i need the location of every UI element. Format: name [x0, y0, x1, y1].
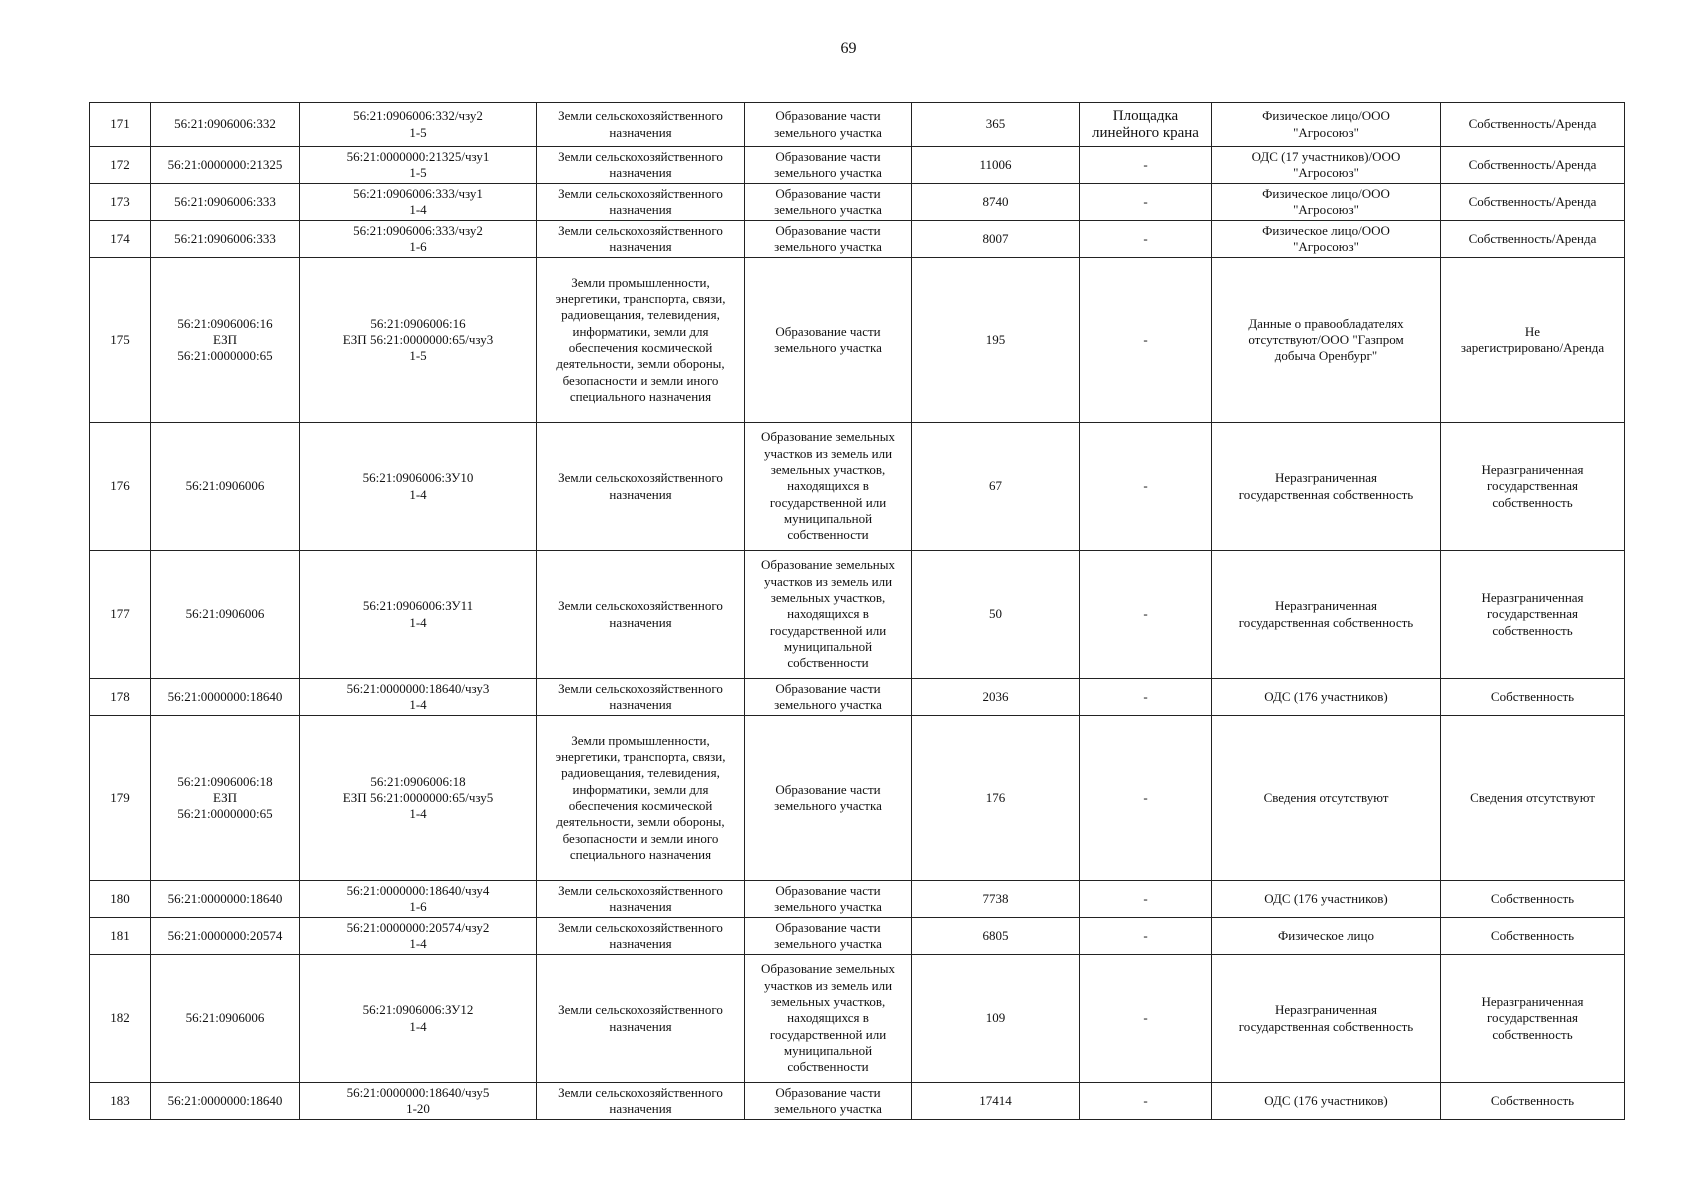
formation-method-cell: Образование земельных участков из земель или земельных участков, находящихся в государственной или муниципальной собственности	[745, 955, 912, 1083]
plot-designation-cell: 56:21:0906006:16 ЕЗП 56:21:0000000:65/чзу3 1-5	[300, 258, 537, 423]
row-number-cell: 172	[90, 147, 151, 184]
formation-method-cell: Образование части земельного участка	[745, 184, 912, 221]
formation-method-cell: Образование части земельного участка	[745, 221, 912, 258]
plot-designation-cell: 56:21:0906006:333/чзу1 1-4	[300, 184, 537, 221]
row-number-cell: 182	[90, 955, 151, 1083]
row-number-cell: 183	[90, 1083, 151, 1120]
row-number-cell: 174	[90, 221, 151, 258]
right-type-cell: Собственность/Аренда	[1441, 184, 1625, 221]
land-category-cell: Земли промышленности, энергетики, транспорта, связи, радиовещания, телевидения, информатики, земли для обеспечения космической деятельности, земли обороны, безопасности и земли иного специального назначения	[537, 258, 745, 423]
rights-holder-cell: ОДС (176 участников)	[1212, 679, 1441, 716]
table-row	[90, 258, 1625, 423]
cadastral-number-cell: 56:21:0000000:18640	[151, 679, 300, 716]
land-category-cell: Земли сельскохозяйственного назначения	[537, 881, 745, 918]
formation-method-cell: Образование части земельного участка	[745, 103, 912, 147]
land-category-cell: Земли сельскохозяйственного назначения	[537, 1083, 745, 1120]
cadastral-number-cell: 56:21:0906006:16 ЕЗП 56:21:0000000:65	[151, 258, 300, 423]
row-number-cell: 176	[90, 423, 151, 551]
land-category-cell: Земли сельскохозяйственного назначения	[537, 147, 745, 184]
plot-designation-cell: 56:21:0906006:332/чзу2 1-5	[300, 103, 537, 147]
cadastral-number-cell: 56:21:0906006:332	[151, 103, 300, 147]
right-type-cell: Неразграниченная государственная собственность	[1441, 551, 1625, 679]
rights-holder-cell: ОДС (176 участников)	[1212, 1083, 1441, 1120]
purpose-cell: -	[1080, 918, 1212, 955]
row-number-cell: 181	[90, 918, 151, 955]
plot-designation-cell: 56:21:0906006:18 ЕЗП 56:21:0000000:65/чзу5 1-4	[300, 716, 537, 881]
cadastral-number-cell: 56:21:0906006	[151, 423, 300, 551]
land-category-cell: Земли сельскохозяйственного назначения	[537, 918, 745, 955]
plot-designation-cell: 56:21:0000000:18640/чзу5 1-20	[300, 1083, 537, 1120]
rights-holder-cell: Физическое лицо/ООО "Агросоюз"	[1212, 221, 1441, 258]
cadastral-number-cell: 56:21:0000000:18640	[151, 1083, 300, 1120]
land-category-cell: Земли сельскохозяйственного назначения	[537, 423, 745, 551]
land-plots-table	[89, 102, 1625, 1120]
purpose-cell: -	[1080, 147, 1212, 184]
row-number-cell: 180	[90, 881, 151, 918]
right-type-cell: Собственность	[1441, 918, 1625, 955]
area-cell: 11006	[912, 147, 1080, 184]
purpose-cell: -	[1080, 551, 1212, 679]
purpose-cell: -	[1080, 423, 1212, 551]
table-row	[90, 184, 1625, 221]
purpose-cell: -	[1080, 716, 1212, 881]
row-number-cell: 175	[90, 258, 151, 423]
rights-holder-cell: ОДС (176 участников)	[1212, 881, 1441, 918]
right-type-cell: Собственность	[1441, 1083, 1625, 1120]
area-cell: 176	[912, 716, 1080, 881]
page-number: 69	[840, 40, 857, 57]
rights-holder-cell: Физическое лицо/ООО "Агросоюз"	[1212, 184, 1441, 221]
right-type-cell: Собственность/Аренда	[1441, 221, 1625, 258]
area-cell: 67	[912, 423, 1080, 551]
rights-holder-cell: Неразграниченная государственная собственность	[1212, 423, 1441, 551]
right-type-cell: Неразграниченная государственная собственность	[1441, 955, 1625, 1083]
land-category-cell: Земли сельскохозяйственного назначения	[537, 221, 745, 258]
purpose-cell: -	[1080, 1083, 1212, 1120]
table-row	[90, 918, 1625, 955]
cadastral-number-cell: 56:21:0000000:18640	[151, 881, 300, 918]
table-row	[90, 103, 1625, 147]
purpose-cell: -	[1080, 881, 1212, 918]
rights-holder-cell: Физическое лицо	[1212, 918, 1441, 955]
table-body	[90, 103, 1625, 1120]
table-row	[90, 679, 1625, 716]
rights-holder-cell: Сведения отсутствуют	[1212, 716, 1441, 881]
formation-method-cell: Образование части земельного участка	[745, 881, 912, 918]
land-category-cell: Земли сельскохозяйственного назначения	[537, 551, 745, 679]
cadastral-number-cell: 56:21:0906006:333	[151, 221, 300, 258]
area-cell: 17414	[912, 1083, 1080, 1120]
area-cell: 195	[912, 258, 1080, 423]
purpose-cell: -	[1080, 221, 1212, 258]
right-type-cell: Сведения отсутствуют	[1441, 716, 1625, 881]
plot-designation-cell: 56:21:0906006:ЗУ10 1-4	[300, 423, 537, 551]
formation-method-cell: Образование земельных участков из земель или земельных участков, находящихся в государственной или муниципальной собственности	[745, 551, 912, 679]
cadastral-number-cell: 56:21:0906006:18 ЕЗП 56:21:0000000:65	[151, 716, 300, 881]
row-number-cell: 173	[90, 184, 151, 221]
formation-method-cell: Образование земельных участков из земель или земельных участков, находящихся в государственной или муниципальной собственности	[745, 423, 912, 551]
area-cell: 50	[912, 551, 1080, 679]
cadastral-number-cell: 56:21:0906006	[151, 551, 300, 679]
plot-designation-cell: 56:21:0000000:20574/чзу2 1-4	[300, 918, 537, 955]
right-type-cell: Собственность	[1441, 679, 1625, 716]
area-cell: 7738	[912, 881, 1080, 918]
row-number-cell: 178	[90, 679, 151, 716]
purpose-cell: -	[1080, 955, 1212, 1083]
plot-designation-cell: 56:21:0000000:21325/чзу1 1-5	[300, 147, 537, 184]
area-cell: 2036	[912, 679, 1080, 716]
area-cell: 365	[912, 103, 1080, 147]
table-row	[90, 423, 1625, 551]
right-type-cell: Собственность/Аренда	[1441, 103, 1625, 147]
rights-holder-cell: Данные о правообладателях отсутствуют/ООО "Газпром добыча Оренбург"	[1212, 258, 1441, 423]
plot-designation-cell: 56:21:0000000:18640/чзу3 1-4	[300, 679, 537, 716]
formation-method-cell: Образование части земельного участка	[745, 147, 912, 184]
area-cell: 6805	[912, 918, 1080, 955]
table-row	[90, 881, 1625, 918]
table-row	[90, 147, 1625, 184]
purpose-cell: -	[1080, 184, 1212, 221]
formation-method-cell: Образование части земельного участка	[745, 716, 912, 881]
plot-designation-cell: 56:21:0906006:333/чзу2 1-6	[300, 221, 537, 258]
plot-designation-cell: 56:21:0906006:ЗУ12 1-4	[300, 955, 537, 1083]
rights-holder-cell: Неразграниченная государственная собственность	[1212, 551, 1441, 679]
table-row	[90, 955, 1625, 1083]
formation-method-cell: Образование части земельного участка	[745, 679, 912, 716]
land-category-cell: Земли сельскохозяйственного назначения	[537, 103, 745, 147]
formation-method-cell: Образование части земельного участка	[745, 258, 912, 423]
right-type-cell: Неразграниченная государственная собственность	[1441, 423, 1625, 551]
table-row	[90, 221, 1625, 258]
plot-designation-cell: 56:21:0000000:18640/чзу4 1-6	[300, 881, 537, 918]
right-type-cell: Собственность/Аренда	[1441, 147, 1625, 184]
purpose-cell: Площадка линейного крана	[1080, 103, 1212, 147]
land-category-cell: Земли сельскохозяйственного назначения	[537, 679, 745, 716]
cadastral-number-cell: 56:21:0906006	[151, 955, 300, 1083]
rights-holder-cell: Неразграниченная государственная собственность	[1212, 955, 1441, 1083]
area-cell: 109	[912, 955, 1080, 1083]
right-type-cell: Не зарегистрировано/Аренда	[1441, 258, 1625, 423]
cadastral-number-cell: 56:21:0000000:20574	[151, 918, 300, 955]
purpose-cell: -	[1080, 258, 1212, 423]
plot-designation-cell: 56:21:0906006:ЗУ11 1-4	[300, 551, 537, 679]
area-cell: 8007	[912, 221, 1080, 258]
table-row	[90, 551, 1625, 679]
purpose-cell: -	[1080, 679, 1212, 716]
table-row	[90, 716, 1625, 881]
cadastral-number-cell: 56:21:0000000:21325	[151, 147, 300, 184]
formation-method-cell: Образование части земельного участка	[745, 918, 912, 955]
cadastral-number-cell: 56:21:0906006:333	[151, 184, 300, 221]
land-category-cell: Земли сельскохозяйственного назначения	[537, 955, 745, 1083]
row-number-cell: 171	[90, 103, 151, 147]
row-number-cell: 177	[90, 551, 151, 679]
land-category-cell: Земли промышленности, энергетики, транспорта, связи, радиовещания, телевидения, информатики, земли для обеспечения космической деятельности, земли обороны, безопасности и земли иного специального назначения	[537, 716, 745, 881]
row-number-cell: 179	[90, 716, 151, 881]
land-category-cell: Земли сельскохозяйственного назначения	[537, 184, 745, 221]
right-type-cell: Собственность	[1441, 881, 1625, 918]
area-cell: 8740	[912, 184, 1080, 221]
formation-method-cell: Образование части земельного участка	[745, 1083, 912, 1120]
rights-holder-cell: ОДС (17 участников)/ООО "Агросоюз"	[1212, 147, 1441, 184]
table-row	[90, 1083, 1625, 1120]
rights-holder-cell: Физическое лицо/ООО "Агросоюз"	[1212, 103, 1441, 147]
